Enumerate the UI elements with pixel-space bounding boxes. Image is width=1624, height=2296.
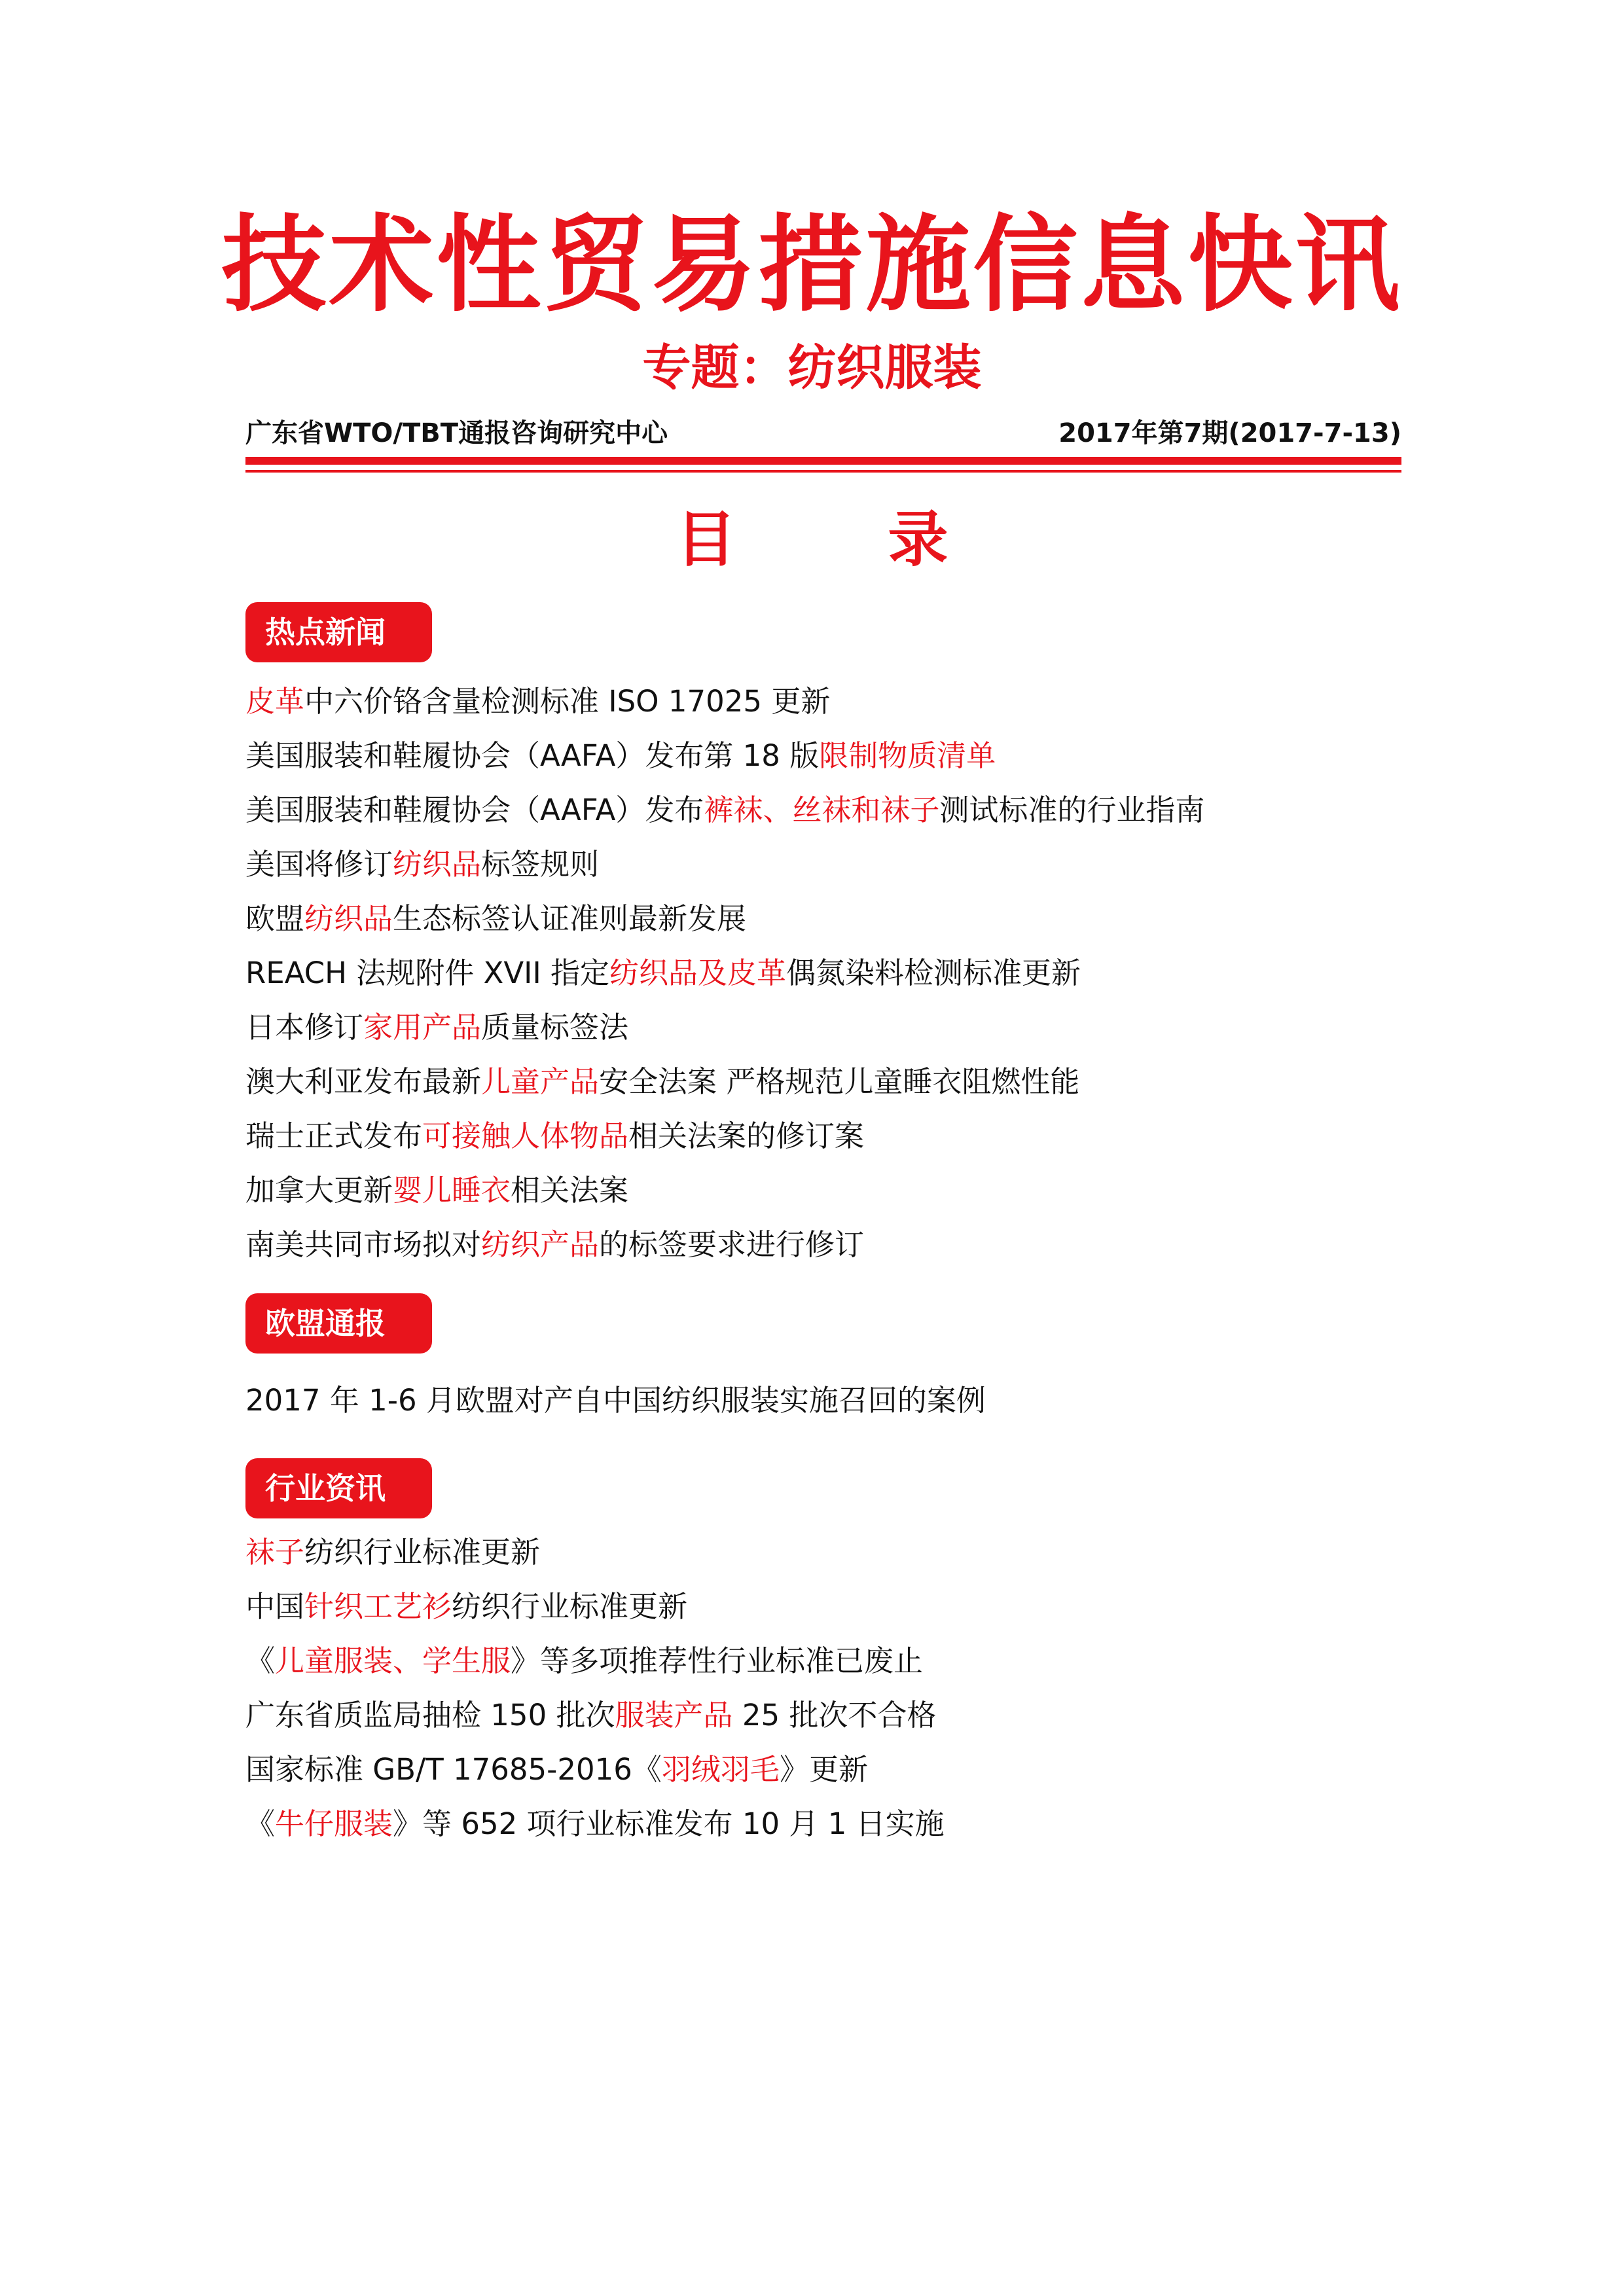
toc-item[interactable] <box>245 1797 1428 1851</box>
toc-item[interactable] <box>245 1688 1428 1742</box>
toc-item-keyword: 服装产品 <box>615 1698 733 1732</box>
toc-item-text: 纺织行业标准更新 <box>304 1535 541 1570</box>
toc-item[interactable] <box>245 1109 1428 1163</box>
toc-item-text: 国家标准 GB/T 17685-2016《 <box>245 1752 662 1787</box>
toc-item[interactable] <box>245 1054 1428 1109</box>
toc-item-text: REACH 法规附件 XVII 指定 <box>245 956 610 990</box>
section-badge-eu-notification: 欧盟通报 <box>245 1293 432 1354</box>
toc-item-keyword: 纺织品 <box>304 901 393 936</box>
toc-item-keyword: 家用产品 <box>363 1010 482 1045</box>
toc-item[interactable] <box>245 1525 1428 1579</box>
toc-item-keyword: 牛仔服装 <box>275 1806 393 1841</box>
toc-item-text: 广东省质监局抽检 150 批次 <box>245 1698 615 1732</box>
toc-item-keyword: 皮革 <box>245 684 305 719</box>
toc-item-text: 纺织行业标准更新 <box>452 1589 688 1624</box>
toc-item-keyword: 纺织产品 <box>481 1227 600 1262</box>
toc-list-hot-news <box>245 674 1428 1272</box>
toc-item-text: 美国服装和鞋履协会（AAFA）发布第 18 版 <box>245 738 820 773</box>
toc-list-eu-notification <box>245 1373 1428 1427</box>
toc-item-text: 《 <box>245 1643 276 1678</box>
toc-item-text: 的标签要求进行修订 <box>599 1227 865 1262</box>
toc-item-keyword: 儿童服装、学生服 <box>275 1643 511 1678</box>
toc-item[interactable] <box>245 1373 1428 1427</box>
section-badge-hot-news: 热点新闻 <box>245 602 432 662</box>
toc-item-text: 》更新 <box>779 1752 868 1787</box>
toc-item[interactable] <box>245 1634 1428 1688</box>
header-divider-thin <box>245 470 1401 473</box>
toc-item[interactable] <box>245 1163 1428 1217</box>
toc-item-text: 美国将修订 <box>245 847 393 882</box>
toc-item[interactable] <box>245 783 1428 837</box>
toc-item-text: 》等多项推荐性行业标准已废止 <box>511 1643 924 1678</box>
toc-item[interactable] <box>245 891 1428 946</box>
toc-item-keyword: 针织工艺衫 <box>304 1589 452 1624</box>
toc-item-text: 偶氮染料检测标准更新 <box>786 956 1081 990</box>
newsletter-subtitle: 专题：纺织服装 <box>642 340 982 396</box>
toc-item-text: 欧盟 <box>245 901 305 936</box>
toc-item[interactable] <box>245 837 1428 891</box>
newsletter-title: 技术性贸易措施信息快讯 <box>221 204 1403 326</box>
toc-list-industry-news <box>245 1525 1428 1851</box>
toc-item-text: 生态标签认证准则最新发展 <box>393 901 747 936</box>
toc-item-keyword: 可接触人体物品 <box>422 1119 629 1153</box>
toc-item[interactable] <box>245 1742 1428 1797</box>
toc-item-keyword: 裤袜、丝袜和袜子 <box>704 793 940 827</box>
toc-item-text: 中六价铬含量检测标准 ISO 17025 更新 <box>304 684 831 719</box>
toc-item-keyword: 纺织品及皮革 <box>609 956 787 990</box>
toc-item-text: 美国服装和鞋履协会（AAFA）发布 <box>245 793 704 827</box>
toc-item[interactable] <box>245 946 1428 1000</box>
toc-item[interactable] <box>245 1579 1428 1634</box>
toc-item-keyword: 婴儿睡衣 <box>393 1173 511 1208</box>
toc-item-keyword: 羽绒羽毛 <box>661 1752 780 1787</box>
toc-item-text: 》等 652 项行业标准发布 10 月 1 日实施 <box>393 1806 945 1841</box>
toc-item-text: 中国 <box>245 1589 305 1624</box>
toc-item-text: 瑞士正式发布 <box>245 1119 423 1153</box>
toc-item-text: 《 <box>245 1806 276 1841</box>
toc-item-text: 澳大利亚发布最新 <box>245 1064 482 1099</box>
toc-item-keyword: 限制物质清单 <box>819 738 996 773</box>
toc-item-text: 相关法案的修订案 <box>628 1119 865 1153</box>
issue-info-row <box>245 414 1401 453</box>
toc-item-text: 测试标准的行业指南 <box>939 793 1205 827</box>
header-divider-thick <box>245 457 1401 465</box>
toc-item-text: 加拿大更新 <box>245 1173 393 1208</box>
toc-item[interactable] <box>245 1000 1428 1054</box>
toc-item-keyword: 儿童产品 <box>481 1064 600 1099</box>
toc-item-text: 25 批次不合格 <box>732 1698 937 1732</box>
toc-item-text: 相关法案 <box>511 1173 629 1208</box>
toc-item-keyword: 纺织品 <box>393 847 482 882</box>
toc-item-text: 安全法案 严格规范儿童睡衣阻燃性能 <box>599 1064 1080 1099</box>
issue-number-date: 2017年第7期(2017-7-13) <box>1058 418 1401 448</box>
toc-item-text: 质量标签法 <box>481 1010 629 1045</box>
toc-item-text: 日本修订 <box>245 1010 364 1045</box>
toc-item-text: 标签规则 <box>481 847 600 882</box>
toc-item[interactable] <box>245 1217 1428 1272</box>
toc-item-text: 2017 年 1-6 月欧盟对产自中国纺织服装实施召回的案例 <box>245 1383 986 1418</box>
toc-item-text: 南美共同市场拟对 <box>245 1227 482 1262</box>
toc-item[interactable] <box>245 674 1428 728</box>
section-badge-industry-news: 行业资讯 <box>245 1458 432 1518</box>
publisher-organization: 广东省WTO/TBT通报咨询研究中心 <box>245 418 668 448</box>
toc-item[interactable] <box>245 728 1428 783</box>
toc-heading: 目 录 <box>676 505 1014 575</box>
toc-item-keyword: 袜子 <box>245 1535 305 1570</box>
